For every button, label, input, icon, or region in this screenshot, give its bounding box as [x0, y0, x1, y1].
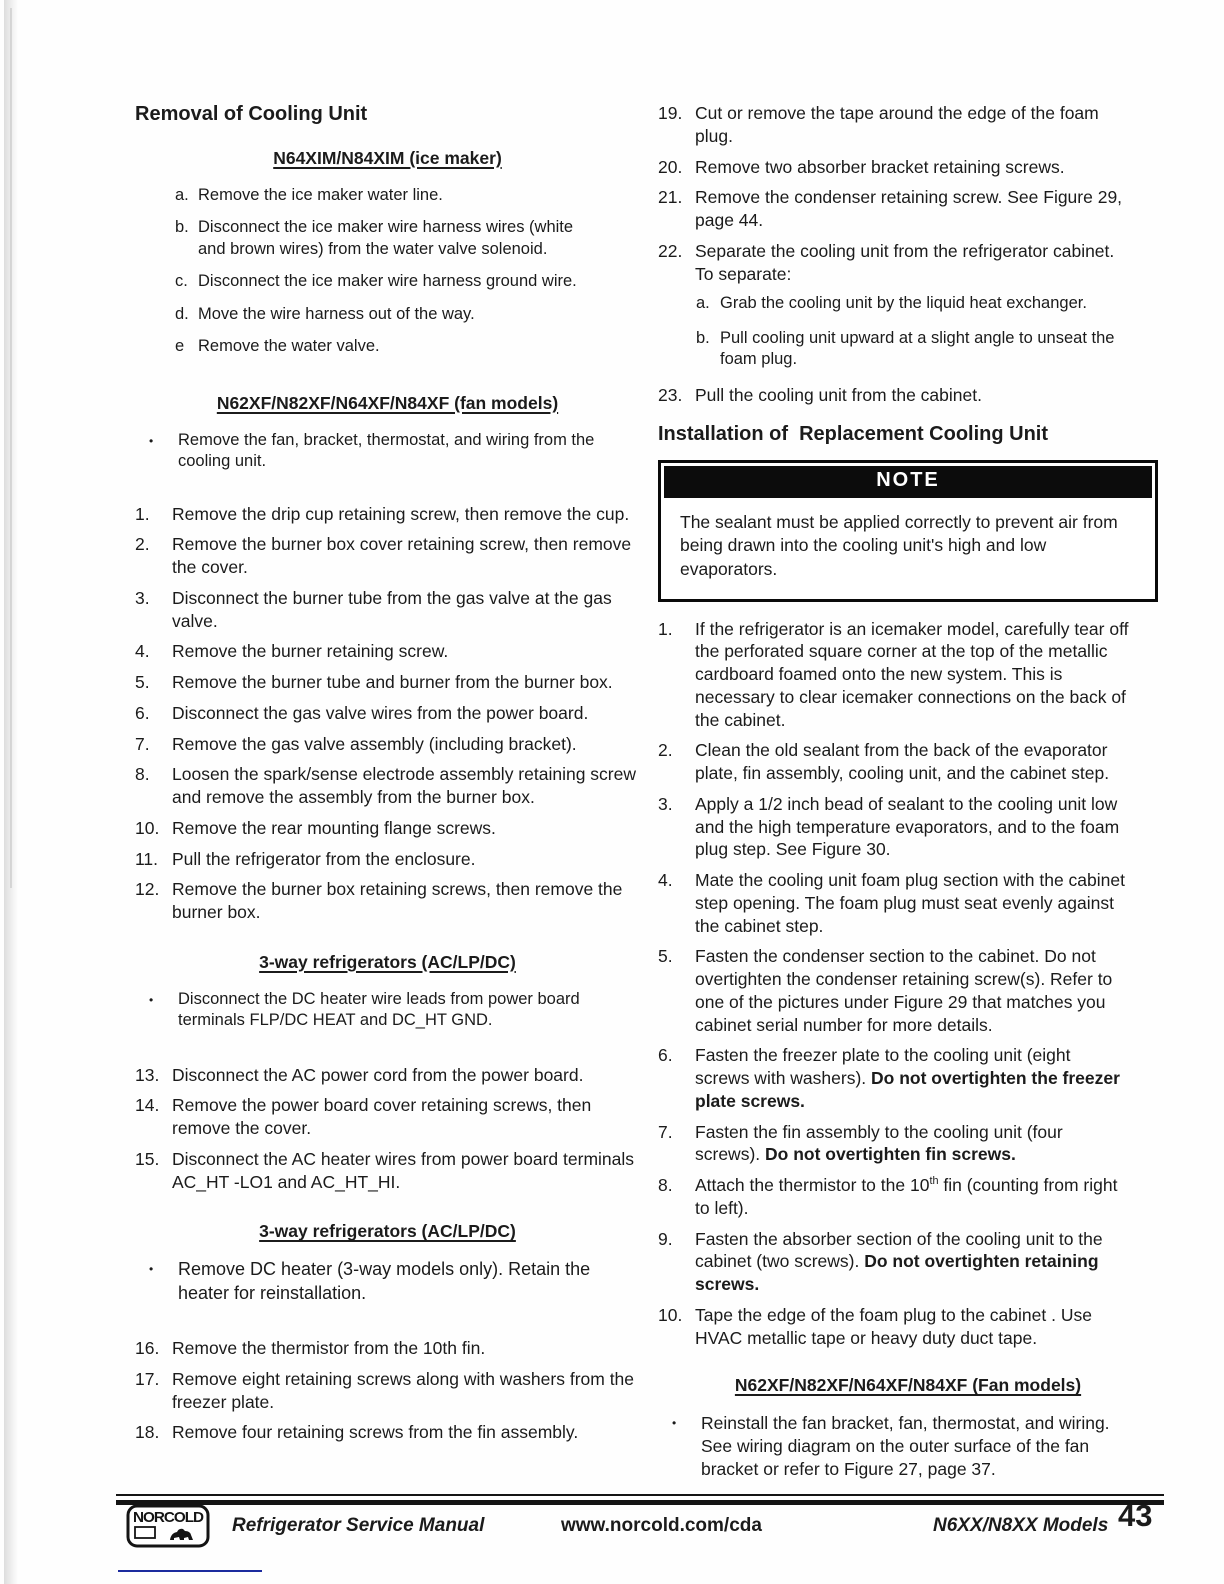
list-text — [695, 1304, 1129, 1350]
spacer — [658, 1357, 1158, 1375]
list-text — [172, 1421, 640, 1444]
list-marker: 7. — [658, 1121, 673, 1142]
list-item — [658, 793, 1158, 861]
list-item — [135, 533, 640, 579]
list-text — [172, 763, 640, 809]
list-text — [172, 533, 640, 579]
logo-banner-box — [135, 1527, 155, 1538]
list-item — [175, 336, 640, 357]
list — [658, 102, 1158, 285]
list-marker: 2. — [658, 740, 673, 761]
list-item — [135, 702, 640, 725]
spacer — [135, 126, 640, 148]
list-marker: 11. — [135, 848, 159, 869]
list — [658, 293, 1158, 370]
list-marker: 7. — [135, 733, 150, 754]
norcold-logo-text: NORCOLD — [133, 1509, 205, 1526]
list-marker: 9. — [658, 1228, 673, 1249]
list-item — [658, 945, 1158, 1036]
text-segment: Pull cooling unit upward at a slight angle to unseat the foam plug. — [720, 328, 1115, 369]
text-segment: th — [929, 1175, 939, 1188]
text-segment: Move the wire harness out of the way. — [198, 304, 475, 323]
list-text — [172, 1148, 640, 1194]
text-segment: Remove two absorber bracket retaining screws. — [695, 156, 1065, 177]
list-marker: d. — [175, 304, 189, 323]
list-marker: 1. — [135, 503, 150, 524]
list-text — [172, 671, 640, 694]
list-text — [695, 1044, 1129, 1112]
text-segment: Remove the fan, bracket, thermostat, and wiring from the cooling unit. — [178, 430, 595, 471]
list-item — [658, 240, 1158, 286]
left-column — [135, 102, 640, 1452]
model-subheading — [135, 148, 640, 169]
list-marker: 20. — [658, 156, 683, 177]
list-item — [658, 186, 1158, 232]
list-marker: 10. — [658, 1304, 683, 1325]
list-text — [198, 217, 600, 260]
list-text — [178, 989, 640, 1032]
list-marker: 6. — [135, 702, 150, 723]
list-text — [695, 186, 1129, 232]
list-marker: • — [149, 433, 154, 448]
list-text — [695, 102, 1129, 148]
text-segment: Remove the burner tube and burner from the burner box. — [172, 672, 613, 692]
list-item — [135, 640, 640, 663]
spacer — [658, 602, 1158, 618]
text-segment: Remove the power board cover retaining screws, then remove the cover. — [172, 1095, 592, 1139]
model-subheading-text: N62XF/N82XF/N64XF/N84XF (Fan models) — [734, 1375, 1082, 1396]
model-subheading-text: N62XF/N82XF/N64XF/N84XF (fan models) — [216, 392, 559, 413]
list-marker: a. — [696, 294, 710, 313]
text-segment: If the refrigerator is an icemaker model, carefully tear off the perforated square corner at the top of the metallic cardboard foamed onto the new system. This is necessary to clear icemaker connections on the back of the cabinet. — [695, 618, 1129, 730]
list-text — [172, 587, 640, 633]
list-marker: 13. — [135, 1064, 160, 1085]
list-item — [135, 817, 640, 840]
list-item — [135, 848, 640, 871]
list-marker: • — [149, 1262, 154, 1277]
list-item — [658, 384, 1158, 407]
list-item — [672, 1412, 1158, 1480]
list-marker: 22. — [658, 240, 683, 261]
list-item — [135, 1064, 640, 1087]
list — [658, 1412, 1158, 1480]
text-segment: Do not overtighten fin screws. — [765, 1144, 1016, 1165]
list-text — [695, 945, 1129, 1036]
list-item — [135, 733, 640, 756]
section-title: Installation of Replacement Cooling Unit — [658, 423, 1049, 446]
list-item — [135, 1337, 640, 1360]
model-subheading — [135, 393, 640, 414]
text-segment: Remove the thermistor from the 10th fin. — [172, 1338, 486, 1359]
list-text — [198, 336, 600, 357]
spacer — [135, 1032, 640, 1064]
model-subheading — [135, 1221, 640, 1242]
list-text — [172, 702, 640, 725]
footer-divider — [116, 1494, 1164, 1505]
text-segment: Grab the cooling unit by the liquid heat exchanger. — [720, 294, 1087, 313]
list-text — [172, 640, 640, 663]
text-segment: Remove DC heater (3-way models only). Retain the heater for reinstallation. — [178, 1259, 591, 1303]
list-marker: b. — [696, 328, 710, 347]
text-segment: Remove the condenser retaining screw. See Figure 29, page 44. — [695, 187, 1123, 230]
list — [135, 185, 640, 358]
text-segment: Separate the cooling unit from the refrigerator cabinet. To separate: — [695, 240, 1115, 284]
list-text — [172, 1337, 640, 1360]
list-item — [658, 1044, 1158, 1112]
text-segment: Disconnect the gas valve wires from the power board. — [172, 702, 589, 723]
footer-url: www.norcold.com/cda — [561, 1515, 762, 1536]
text-segment: Pull the refrigerator from the enclosure. — [172, 848, 476, 869]
list-item — [135, 878, 640, 924]
list-marker: 4. — [658, 870, 673, 891]
list-item — [149, 430, 640, 473]
list-text — [172, 848, 640, 871]
list-text — [695, 384, 1129, 407]
list-text — [198, 271, 600, 292]
text-segment: Reinstall the fan bracket, fan, thermostat, and wiring. See wiring diagram on the outer surface of the fan bracket or refer to Figure 27, page 37. — [701, 1413, 1110, 1479]
list — [658, 618, 1158, 1350]
text-segment: Do not overtighten the freezer plate screws. — [695, 1068, 1120, 1111]
list — [658, 384, 1158, 407]
list — [135, 503, 640, 924]
list-marker: • — [149, 992, 154, 1007]
list-item — [658, 1121, 1158, 1167]
list-item — [135, 1421, 640, 1444]
text-segment: Disconnect the ice maker wire harness wires (white and brown wires) from the water valve solenoid. — [198, 218, 574, 258]
text-segment: Disconnect the DC heater wire leads from power board terminals FLP/DC HEAT and DC_HT GND. — [178, 989, 580, 1030]
list-marker: 5. — [135, 672, 150, 692]
list-marker: 4. — [135, 641, 150, 662]
list-text — [695, 1228, 1129, 1296]
list-item — [658, 1228, 1158, 1296]
list-marker: 14. — [135, 1095, 160, 1116]
text-segment: Disconnect the ice maker wire harness ground wire. — [198, 272, 577, 291]
list-text — [695, 739, 1129, 785]
text-segment: Remove the drip cup retaining screw, then remove the cup. — [172, 503, 630, 524]
section-title: Removal of Cooling Unit — [135, 103, 368, 125]
list-text — [695, 240, 1129, 286]
list-item — [135, 587, 640, 633]
list-marker: 17. — [135, 1368, 160, 1389]
list-text — [172, 1094, 640, 1140]
list-marker: b. — [175, 218, 189, 237]
list-item — [696, 293, 1158, 314]
list-item — [149, 1258, 640, 1305]
list-item — [658, 618, 1158, 732]
list-text — [172, 1064, 640, 1087]
list-marker: 2. — [135, 534, 150, 555]
text-segment: Remove eight retaining screws along with washers from the freezer plate. — [172, 1368, 635, 1412]
list-marker: 5. — [658, 946, 673, 967]
list-marker: 10. — [135, 817, 160, 838]
right-column — [658, 102, 1158, 1481]
text-segment: Remove the water valve. — [198, 337, 380, 356]
note-box — [658, 460, 1158, 601]
text-segment: Remove the burner box cover retaining screw, then remove the cover. — [172, 534, 632, 577]
spacer — [135, 1305, 640, 1337]
text-segment: Tape the edge of the foam plug to the cabinet . Use HVAC metallic tape or heavy duty duct tape. — [695, 1304, 1092, 1348]
text-segment: Do not overtighten retaining screws. — [695, 1251, 1099, 1295]
list-item — [135, 1368, 640, 1414]
norcold-logo-graphic — [126, 1503, 210, 1549]
list — [135, 1337, 640, 1444]
list-item — [658, 1174, 1158, 1220]
text-segment: fin (counting from right to left). — [695, 1175, 1118, 1218]
list-item — [135, 671, 640, 694]
list-item — [149, 989, 640, 1032]
list-marker: 6. — [658, 1045, 673, 1066]
footer-manual-title: Refrigerator Service Manual — [232, 1515, 485, 1536]
spacer — [658, 414, 1158, 422]
list-text — [172, 878, 640, 924]
text-segment: Remove the rear mounting flange screws. — [172, 817, 496, 838]
list-text — [695, 869, 1129, 937]
model-subheading-text: 3-way refrigerators (AC/LP/DC) — [259, 1221, 516, 1242]
list-text — [172, 503, 640, 526]
note-body-text: The sealant must be applied correctly to prevent air from being drawn into the cooling unit's high and low evaporators. — [680, 512, 1118, 579]
text-segment: Fasten the condenser section to the cabinet. Do not overtighten the condenser retaining screw(s). Refer to one of the pictures under Figure 29 that matches you cabinet serial number for more details. — [695, 946, 1113, 1035]
list-text — [720, 328, 1154, 371]
list-marker: 16. — [135, 1338, 160, 1359]
page-edge-line — [10, 8, 12, 888]
text-segment: Fasten the fin assembly to the cooling unit (four screws). — [695, 1121, 1063, 1165]
text-segment: Remove the burner retaining screw. — [172, 641, 449, 662]
text-segment: Clean the old sealant from the back of the evaporator plate, fin assembly, cooling unit, and the cabinet step. — [695, 740, 1110, 784]
list-text — [198, 304, 600, 325]
list-text — [695, 618, 1129, 732]
text-segment: Mate the cooling unit foam plug section with the cabinet step opening. The foam plug must seat evenly against the cabinet step. — [695, 870, 1125, 936]
list-item — [696, 328, 1158, 371]
text-segment: Remove four retaining screws from the fin assembly. — [172, 1422, 579, 1443]
scan-blue-mark — [118, 1570, 262, 1572]
spacer — [135, 369, 640, 393]
text-segment: Remove the gas valve assembly (including bracket). — [172, 733, 577, 754]
spacer — [135, 1201, 640, 1221]
list-item — [658, 869, 1158, 937]
norcold-logo — [126, 1503, 210, 1554]
note-title: NOTE — [664, 466, 1152, 498]
text-segment: Disconnect the AC heater wires from power board terminals AC_HT -LO1 and AC_HT_HI. — [172, 1148, 635, 1192]
list-text — [695, 1174, 1129, 1220]
model-subheading-text: N64XIM/N84XIM (ice maker) — [273, 148, 502, 168]
text-segment: Remove the ice maker water line. — [198, 186, 443, 204]
list-item — [175, 304, 640, 325]
list-marker: 8. — [135, 764, 150, 785]
list-text — [172, 1368, 640, 1414]
list-text — [178, 1258, 640, 1305]
list-marker: e — [175, 337, 185, 356]
model-subheading — [135, 952, 640, 973]
text-segment: Remove the burner box retaining screws, then remove the burner box. — [172, 879, 623, 922]
list-marker: 18. — [135, 1422, 160, 1443]
list — [135, 1258, 640, 1305]
list-item — [658, 156, 1158, 179]
list-marker: 1. — [658, 618, 673, 639]
list-item — [135, 1148, 640, 1194]
text-segment: Disconnect the AC power cord from the power board. — [172, 1064, 584, 1085]
list-marker: 3. — [135, 587, 150, 608]
list-marker: 15. — [135, 1148, 160, 1169]
list-marker: a. — [175, 186, 189, 204]
text-segment: Loosen the spark/sense electrode assembly retaining screw and remove the assembly from the burner box. — [172, 764, 636, 807]
list-item — [135, 763, 640, 809]
text-segment: Attach the thermistor to the 10 — [695, 1175, 930, 1196]
text-segment: Disconnect the burner tube from the gas valve at the gas valve. — [172, 587, 612, 631]
spacer — [135, 473, 640, 503]
footer-models: N6XX/N8XX Models — [933, 1515, 1109, 1536]
list-item — [658, 1304, 1158, 1350]
text-segment: Pull the cooling unit from the cabinet. — [695, 384, 982, 405]
text-segment: Fasten the freezer plate to the cooling unit (eight screws with washers). — [695, 1045, 1071, 1089]
list-text — [695, 1121, 1129, 1167]
model-subheading — [658, 1375, 1158, 1396]
list-text — [695, 793, 1129, 861]
list-item — [658, 102, 1158, 148]
list-marker: c. — [175, 272, 188, 291]
list — [135, 430, 640, 473]
list-item — [135, 503, 640, 526]
list-marker: 21. — [658, 187, 683, 208]
list-marker: • — [672, 1416, 677, 1431]
list-text — [172, 817, 640, 840]
list-text — [178, 430, 640, 473]
list-marker: 23. — [658, 384, 683, 405]
list-text — [695, 156, 1129, 179]
model-subheading-text: 3-way refrigerators (AC/LP/DC) — [259, 951, 516, 972]
list — [135, 1064, 640, 1194]
list-text — [198, 185, 600, 206]
list-item — [175, 271, 640, 292]
list-marker: 19. — [658, 103, 683, 123]
text-segment: Fasten the absorber section of the cooling unit to the cabinet (two screws). — [695, 1228, 1103, 1272]
spacer — [135, 932, 640, 952]
list-item — [135, 1094, 640, 1140]
list-text — [172, 733, 640, 756]
list-marker: 3. — [658, 793, 673, 814]
list-item — [658, 739, 1158, 785]
text-segment: Apply a 1/2 inch bead of sealant to the cooling unit low and the high temperature evaporators, and to the foam plug step. See Figure 30. — [695, 793, 1120, 860]
page-number: 43 — [1118, 1498, 1153, 1533]
list-item — [175, 185, 640, 206]
list-text — [720, 293, 1154, 314]
list-marker: 12. — [135, 879, 160, 900]
list-item — [175, 217, 640, 260]
list-marker: 8. — [658, 1175, 673, 1196]
list — [135, 989, 640, 1032]
list-text — [701, 1412, 1135, 1480]
text-segment: Cut or remove the tape around the edge of the foam plug. — [695, 103, 1099, 146]
